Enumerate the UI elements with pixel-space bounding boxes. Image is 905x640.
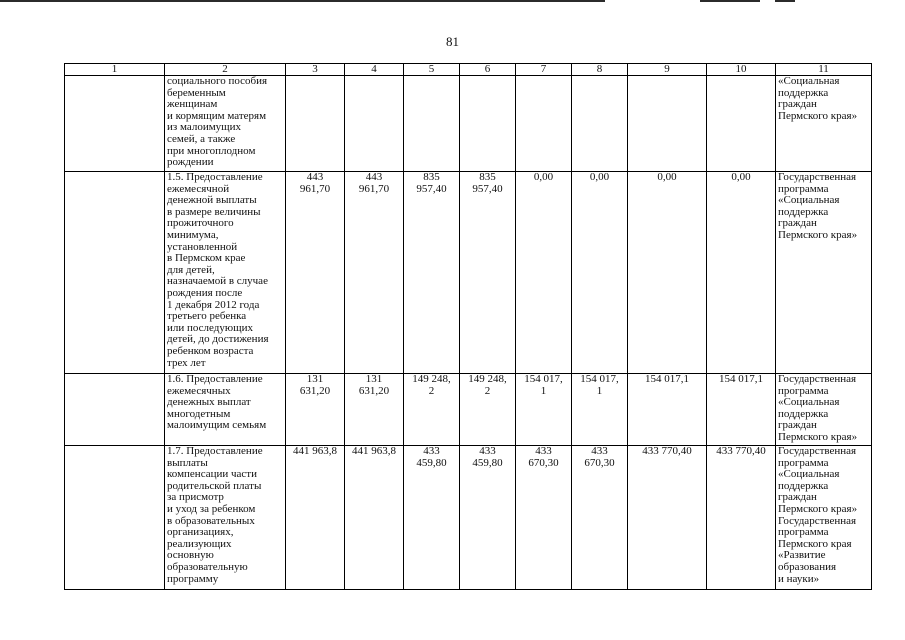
amount-cell: 154 017, 1 — [516, 374, 572, 446]
amount-cell: 131 631,20 — [345, 374, 404, 446]
column-number: 6 — [460, 64, 516, 76]
measure-name-cell: социального пособия беременным женщинам и кормящим матерям из малоимущих семей, а также при многоплодном рождении — [165, 76, 286, 172]
amount-cell: 0,00 — [707, 172, 776, 374]
row-number-cell — [65, 446, 165, 590]
amount-cell — [460, 76, 516, 172]
amount-cell: 154 017,1 — [628, 374, 707, 446]
program-cell: Государственная программа «Социальная поддержка граждан Пермского края» — [776, 172, 872, 374]
amount-cell: 443 961,70 — [286, 172, 345, 374]
row-number-cell — [65, 172, 165, 374]
scan-edge-line — [700, 0, 760, 2]
column-number: 9 — [628, 64, 707, 76]
amount-cell: 835 957,40 — [404, 172, 460, 374]
column-number: 4 — [345, 64, 404, 76]
budget-table — [64, 63, 872, 590]
column-number: 8 — [572, 64, 628, 76]
table-row — [65, 374, 872, 446]
measure-name-cell: 1.5. Предоставление ежемесячной денежной выплаты в размере величины прожиточного минимума, установленной в Пермском крае для детей, назначаемой в случае рождения после 1 декабря 2012 года третьего ребенка или последующих детей, до достижения ребенком возраста трех лет — [165, 172, 286, 374]
column-number: 3 — [286, 64, 345, 76]
amount-cell: 433 670,30 — [516, 446, 572, 590]
program-cell: Государственная программа «Социальная поддержка граждан Пермского края» — [776, 374, 872, 446]
row-number-cell — [65, 76, 165, 172]
amount-cell: 149 248, 2 — [404, 374, 460, 446]
amount-cell: 0,00 — [628, 172, 707, 374]
scan-edge-line — [0, 0, 605, 2]
amount-cell — [628, 76, 707, 172]
amount-cell: 149 248, 2 — [460, 374, 516, 446]
amount-cell — [345, 76, 404, 172]
amount-cell: 835 957,40 — [460, 172, 516, 374]
row-number-cell — [65, 374, 165, 446]
column-number: 10 — [707, 64, 776, 76]
amount-cell: 441 963,8 — [345, 446, 404, 590]
amount-cell: 441 963,8 — [286, 446, 345, 590]
amount-cell: 433 770,40 — [628, 446, 707, 590]
scan-edge-line — [775, 0, 795, 2]
column-number: 2 — [165, 64, 286, 76]
scan-edge — [0, 0, 905, 3]
amount-cell: 0,00 — [572, 172, 628, 374]
amount-cell: 154 017, 1 — [572, 374, 628, 446]
column-number-row — [65, 64, 872, 76]
amount-cell: 131 631,20 — [286, 374, 345, 446]
program-cell: «Социальная поддержка граждан Пермского края» — [776, 76, 872, 172]
column-number: 5 — [404, 64, 460, 76]
amount-cell — [286, 76, 345, 172]
column-number: 1 — [65, 64, 165, 76]
program-cell: Государственная программа «Социальная поддержка граждан Пермского края» Государственная программа Пермского края «Развитие образования и науки» — [776, 446, 872, 590]
amount-cell: 433 459,80 — [460, 446, 516, 590]
measure-name-cell: 1.6. Предоставление ежемесячных денежных выплат многодетным малоимущим семьям — [165, 374, 286, 446]
column-number: 11 — [776, 64, 872, 76]
amount-cell: 433 770,40 — [707, 446, 776, 590]
table-row — [65, 446, 872, 590]
amount-cell — [707, 76, 776, 172]
amount-cell — [404, 76, 460, 172]
table-row — [65, 172, 872, 374]
table-row — [65, 76, 872, 172]
amount-cell — [516, 76, 572, 172]
amount-cell: 154 017,1 — [707, 374, 776, 446]
amount-cell — [572, 76, 628, 172]
page-number: 81 — [446, 34, 459, 49]
amount-cell: 0,00 — [516, 172, 572, 374]
amount-cell: 443 961,70 — [345, 172, 404, 374]
amount-cell: 433 670,30 — [572, 446, 628, 590]
column-number: 7 — [516, 64, 572, 76]
amount-cell: 433 459,80 — [404, 446, 460, 590]
measure-name-cell: 1.7. Предоставление выплаты компенсации части родительской платы за присмотр и уход за ребенком в образовательных организациях, реализующих основную образовательную программу — [165, 446, 286, 590]
